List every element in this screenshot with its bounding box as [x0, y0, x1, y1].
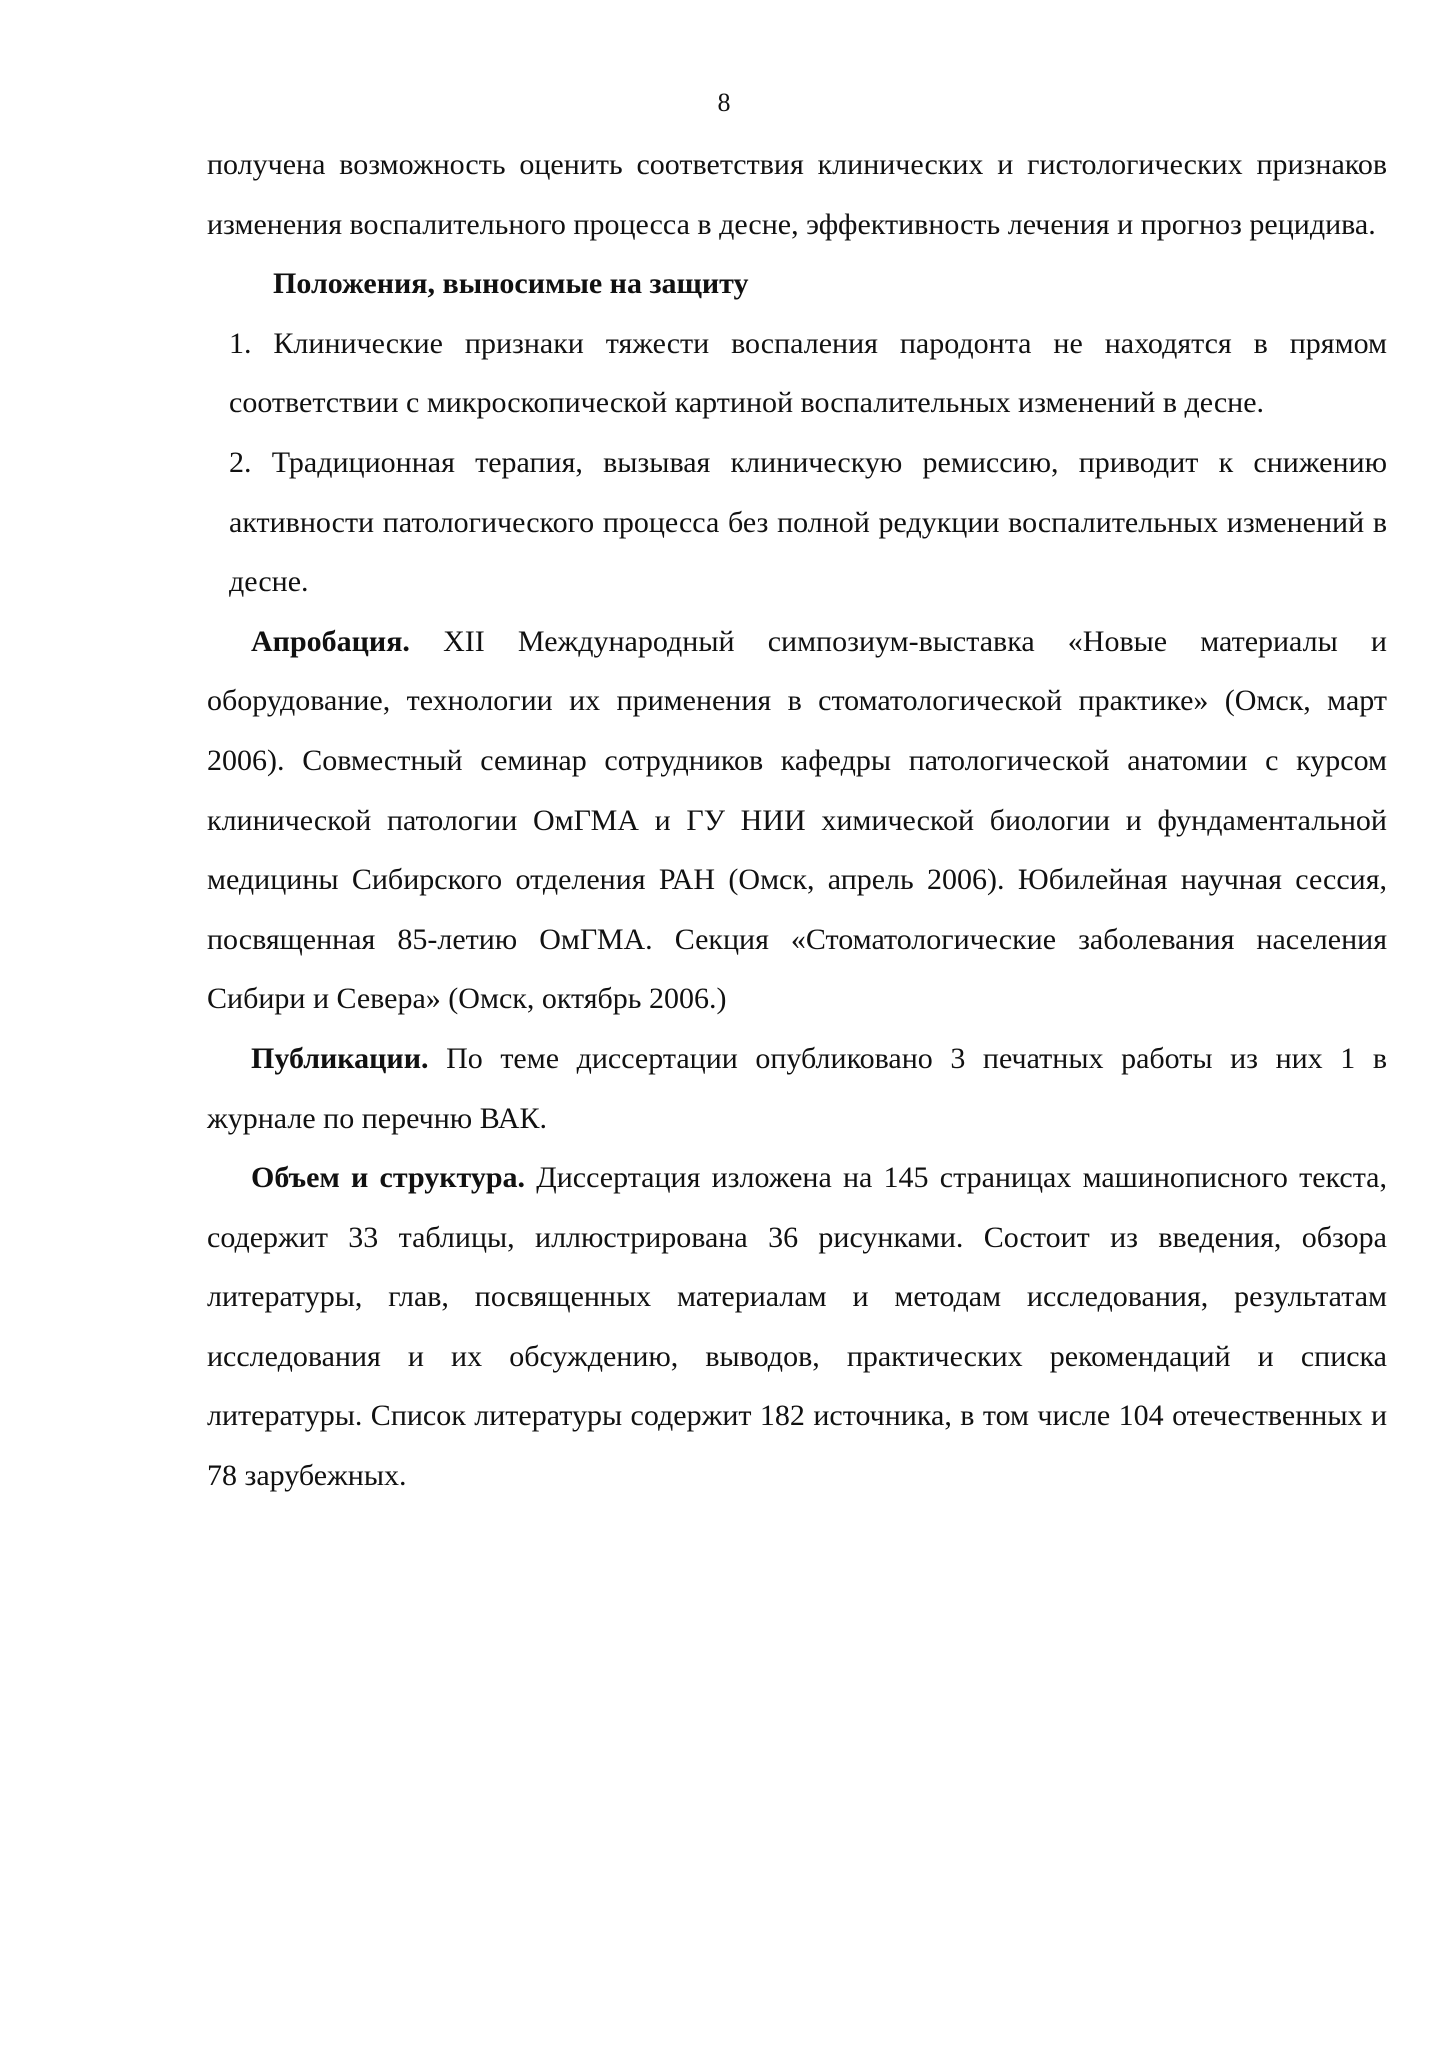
- publications-paragraph: [207, 1029, 1387, 1148]
- defense-heading: Положения, выносимые на защиту: [273, 267, 749, 301]
- page-number: 8: [717, 88, 731, 117]
- defense-item-1: 1. Клинические признаки тяжести воспаления пародонта не находятся в прямом соответствии с микроскопической картиной воспалительных изменений в десне.: [229, 326, 1387, 420]
- defense-item-2: 2. Традиционная терапия, вызывая клиническую ремиссию, приводит к снижению активности патологического процесса без полной редукции воспалительных изменений в десне.: [229, 445, 1387, 599]
- approbation-paragraph: [207, 612, 1387, 1029]
- publications-label: Публикации.: [251, 1041, 429, 1075]
- structure-text: Диссертация изложена на 145 страницах машинописного текста, содержит 33 таблицы, иллюстрирована 36 рисунками. Состоит из введения, обзора литературы, глав, посвященных материалам и методам исследования, результатам исследования и их обсуждению, выводов, практических рекомендаций и списка литературы. Список литературы содержит 182 источника, в том числе 104 отечественных и 78 зарубежных.: [207, 1161, 1387, 1493]
- structure-label: Объем и структура.: [251, 1161, 526, 1195]
- intro-paragraph: получена возможность оценить соответствия клинических и гистологических признаков изменения воспалительного процесса в десне, эффективность лечения и прогноз рецидива.: [207, 148, 1387, 241]
- approbation-label: Апробация.: [251, 624, 410, 658]
- body-text: [207, 135, 1387, 1506]
- structure-paragraph: [207, 1148, 1387, 1506]
- publications-text: По теме диссертации опубликовано 3 печатных работы из них 1 в журнале по перечню ВАК.: [207, 1041, 1387, 1135]
- approbation-text: XII Международный симпозиум-выставка «Новые материалы и оборудование, технологии их применения в стоматологической практике» (Омск, март 2006). Совместный семинар сотрудников кафедры патологической анатомии с курсом клинической патологии ОмГМА и ГУ НИИ химической биологии и фундаментальной медицины Сибирского отделения РАН (Омск, апрель 2006). Юбилейная научная сессия, посвященная 85-летию ОмГМА. Секция «Стоматологические заболевания населения Сибири и Севера» (Омск, октябрь 2006.): [207, 624, 1387, 1016]
